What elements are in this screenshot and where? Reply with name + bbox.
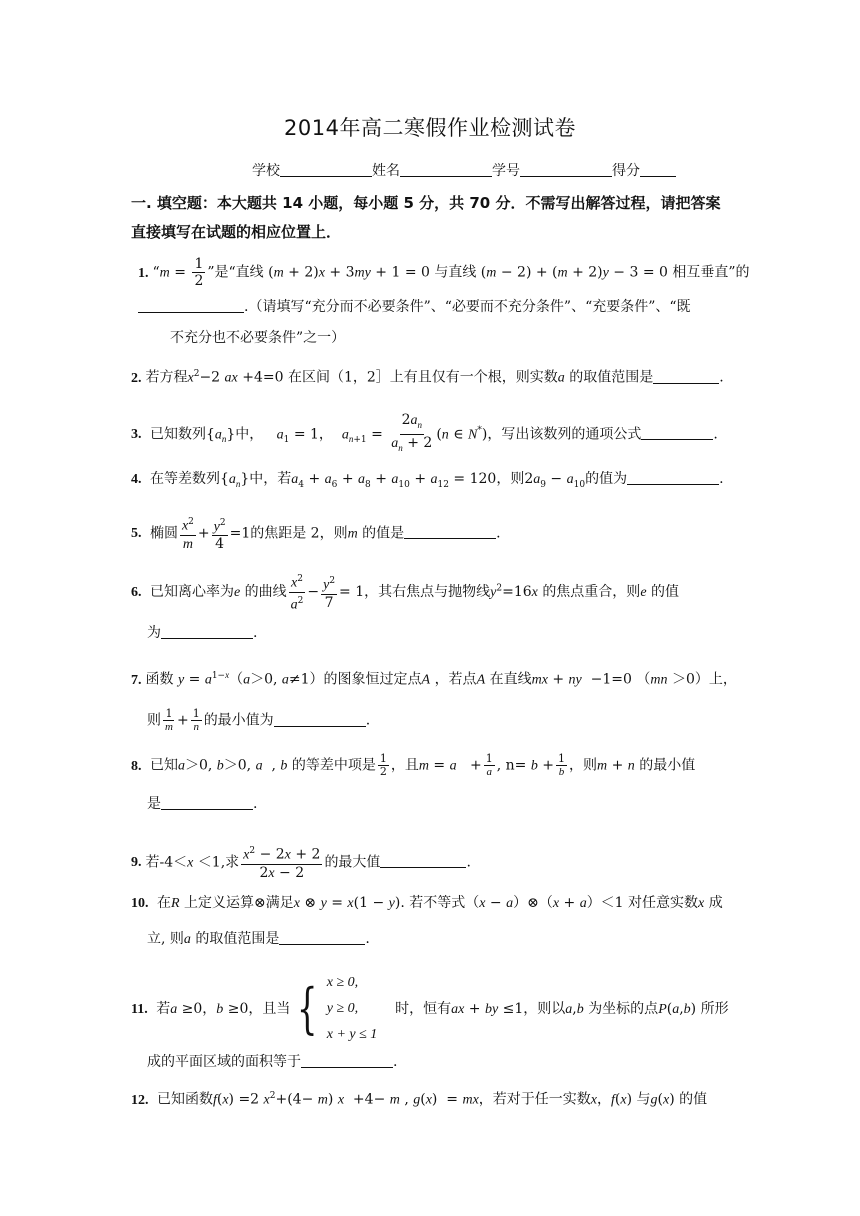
answer-blank-1[interactable]	[138, 298, 244, 313]
answer-blank-4[interactable]	[627, 470, 719, 485]
question-8-line-2: 是 .	[147, 796, 258, 812]
question-9: 9. 若-4＜x ＜1,求 $\frac{x^2 - 2x + 2}{2x - 2}$ 的最大值 .	[131, 843, 471, 882]
score-blank[interactable]	[640, 162, 676, 177]
number-label: 学号	[492, 163, 520, 179]
answer-blank-2[interactable]	[653, 369, 719, 384]
section-heading: 一. 填空题：本大题共 14 小题，每小题 5 分，共 70 分．不需写出解答过程，请把答案直接填写在试题的相应位置上．	[131, 194, 721, 241]
question-10-line-2: 立, 则a 的取值范围是 .	[147, 931, 370, 947]
constraint-system: x ≥ 0, y ≥ 0, x + y ≤ 1	[326, 975, 378, 1042]
question-12: 12. 已知函数f(x) =2 $x^2+(4- m)$ x +4− m , g(x) = mx，若对于任一实数x，f(x) 与g(x) 的值	[131, 1091, 708, 1108]
answer-blank-9[interactable]	[380, 853, 466, 868]
question-10-line-1: 10. 在R 上定义运算⊗满足x ⊗ y = x(1 − y). 若不等式（x − a）⊗（x + a）＜1 对任意实数x 成	[131, 895, 723, 911]
question-8-line-1: 8. 已知a＞0, b＞0, a , b 的等差中项是 $\frac{1}{2}$ ，且m = a + $\frac{1}{a}$ , n= b + $\frac{1}{b}$ ，则m + n 的最小值	[131, 752, 696, 778]
question-6-line-2: 为 .	[147, 625, 258, 641]
answer-blank-11[interactable]	[301, 1053, 393, 1068]
question-7-line-1: 7. 函数 $y = a^{1-x}(a>0$, a≠1）的图象恒过定点A ，若点A 在直线mx + ny −1=0 （mn ＞0）上，	[131, 670, 737, 688]
student-info-row	[252, 160, 676, 180]
question-1-line-3: 不充分也不必要条件”之一）	[170, 330, 346, 346]
question-3: 3. 已知数列$\{a_n\}$中， $a_1 = 1$， $a_{n+1}$ = $\frac{2a_n}{a_n + 2}$ (n ∈ N*)，写出该数列的通项公式 .	[131, 412, 718, 453]
name-label: 姓名	[372, 163, 400, 179]
page-title: 2014年高二寒假作业检测试卷	[284, 116, 576, 140]
answer-blank-3[interactable]	[641, 425, 713, 440]
question-5: 5. 椭圆 $\frac{x^2}{m}$ + $\frac{y^2}{4}$ =1的焦距是 2，则m 的值是 .	[131, 514, 501, 553]
question-2: 2. 若方程$x^2-2$ ax +4=0 在区间（1，2］上有且仅有一个根，则实数a 的取值范围是 .	[131, 369, 724, 386]
question-6-line-1: 6. 已知离心率为e 的曲线 $\frac{x^2}{a^2}$ − $\frac{y^2}{7}$ = 1，其右焦点与抛物线$y^2=16x$ 的焦点重合，则e 的值	[131, 571, 679, 613]
answer-blank-7[interactable]	[274, 712, 366, 727]
answer-blank-6[interactable]	[161, 624, 253, 639]
question-1-line-2: .（请填写“充分而不必要条件”、“必要而不充分条件”、“充要条件”、“既	[138, 297, 691, 317]
number-blank[interactable]	[520, 162, 612, 177]
school-label: 学校	[252, 163, 280, 179]
question-7-line-2: 则 $\frac{1}{m}$ + $\frac{1}{n}$ 的最小值为 .	[147, 707, 371, 733]
question-4: 4. 在等差数列$\{a_n\}$中，若$a_4 + a_6 + a_8 + a_{10} + a_{12} = 120$，则$2a_9 - a_{10}$的值为 .	[131, 471, 724, 490]
answer-blank-8[interactable]	[161, 795, 253, 810]
question-11-line-2: 成的平面区域的面积等于 .	[147, 1054, 398, 1070]
question-1-line-1: 1. “m = $\frac{1}{2}$ ”是“直线 (m + 2)x + 3my + 1 = 0 与直线 (m − 2) + (m + 2)y − 3 = 0 相互垂直”的	[138, 256, 750, 289]
answer-blank-5[interactable]	[404, 524, 496, 539]
question-11-line-1: 11. 若a ≥0，b ≥0，且当 { x ≥ 0, y ≥ 0, x + y ≤ 1 时，恒有ax + by ≤1，则以a,b 为坐标的点P(a,b) 所形	[131, 970, 729, 1048]
answer-blank-10[interactable]	[279, 930, 365, 945]
score-label: 得分	[612, 163, 640, 179]
name-blank[interactable]	[400, 162, 492, 177]
school-blank[interactable]	[280, 162, 372, 177]
